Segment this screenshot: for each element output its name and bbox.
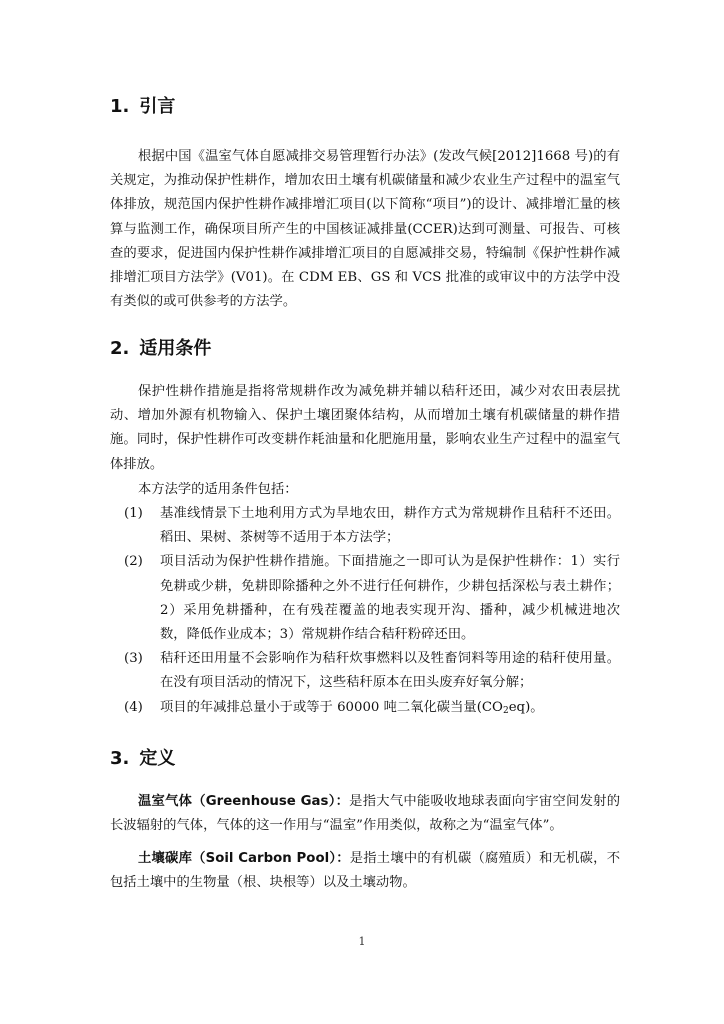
condition-item [110, 696, 620, 723]
condition-item [110, 550, 620, 647]
condition-subscript: 2 [502, 705, 509, 716]
page-number: 1 [358, 935, 366, 948]
section-title: 适用条件 [139, 338, 212, 359]
conditions-intro: 本方法学的适用条件包括： [138, 482, 298, 497]
condition-item [110, 502, 620, 550]
definition-greenhouse-gas [110, 790, 620, 838]
condition-text-after: eq)。 [508, 699, 544, 715]
section-heading-applicability [110, 334, 211, 360]
section-number: 2. [110, 338, 130, 359]
definition-text: 是指土壤中的有机碳（腐殖质）和无机碳，不包括土壤中的生物量（根、块根等）以及土壤动物。 [110, 851, 621, 891]
definition-soil-carbon-pool [110, 847, 620, 895]
section-title: 引言 [139, 96, 176, 117]
section-title: 定义 [139, 748, 176, 769]
section-number: 1. [110, 96, 130, 117]
section-number: 3. [110, 748, 130, 769]
definition-term: 土壤碳库（Soil Carbon Pool）： [138, 851, 350, 866]
conditions-list [110, 502, 620, 723]
condition-marker: (1) [124, 506, 143, 521]
condition-text: 秸秆还田用量不会影响作为秸秆炊事燃料以及牲畜饲料等用途的秸秆使用量。在没有项目活动的情况下，这些秸秆原本在田头废弃好氧分解； [160, 651, 620, 691]
definition-text: 是指大气中能吸收地球表面向宇宙空间发射的长波辐射的气体，气体的这一作用与“温室”作用类似，故称之为“温室气体”。 [110, 794, 620, 834]
condition-marker: (4) [124, 699, 143, 715]
section-heading-introduction [110, 92, 175, 118]
applicability-paragraph: 保护性耕作措施是指将常规耕作改为减免耕并辅以秸秆还田，减少对农田表层扰动、增加外源有机物输入、保护土壤团聚体结构，从而增加土壤有机碳储量的耕作措施。同时，保护性耕作可改变耕作耗油量和化肥施用量，影响农业生产过程中的温室气体排放。 [110, 384, 620, 472]
introduction-paragraph: 根据中国《温室气体自愿减排交易管理暂行办法》(发改气候[2012]1668 号)的有关规定，为推动保护性耕作，增加农田土壤有机碳储量和减少农业生产过程中的温室气体排放，规范国内保护性耕作减排增汇项目(以下简称“项目”)的设计、减排增汇量的核算与监测工作，确保项目所产生的中国核证减排量(CCER)达到可测量、可报告、可核查的要求，促进国内保护性耕作减排增汇项目的自愿减排交易，特编制《保护性耕作减排增汇项目方法学》(V01)。在 CDM EB、GS 和 VCS 批准的或审议中的方法学中没有类似的或可供参考的方法学。 [110, 149, 620, 310]
condition-marker: (3) [124, 651, 143, 667]
condition-text: 项目活动为保护性耕作措施。下面措施之一即可认为是保护性耕作：1）实行免耕或少耕，免耕即除播种之外不进行任何耕作，少耕包括深松与表土耕作；2）采用免耕播种，在有残茬覆盖的地表实现开沟、播种，减少机械进地次数，降低作业成本；3）常规耕作结合秸秆粉碎还田。 [160, 554, 620, 643]
condition-text: 基准线情景下土地利用方式为旱地农田，耕作方式为常规耕作且秸秆不还田。稻田、果树、茶树等不适用于本方法学； [160, 506, 620, 546]
condition-marker: (2) [124, 554, 143, 570]
condition-text-before: 项目的年减排总量小于或等于 60000 吨二氧化碳当量(CO [160, 699, 503, 715]
definition-term: 温室气体（Greenhouse Gas）： [138, 794, 350, 809]
section-heading-definitions [110, 744, 175, 770]
condition-item [110, 647, 620, 695]
